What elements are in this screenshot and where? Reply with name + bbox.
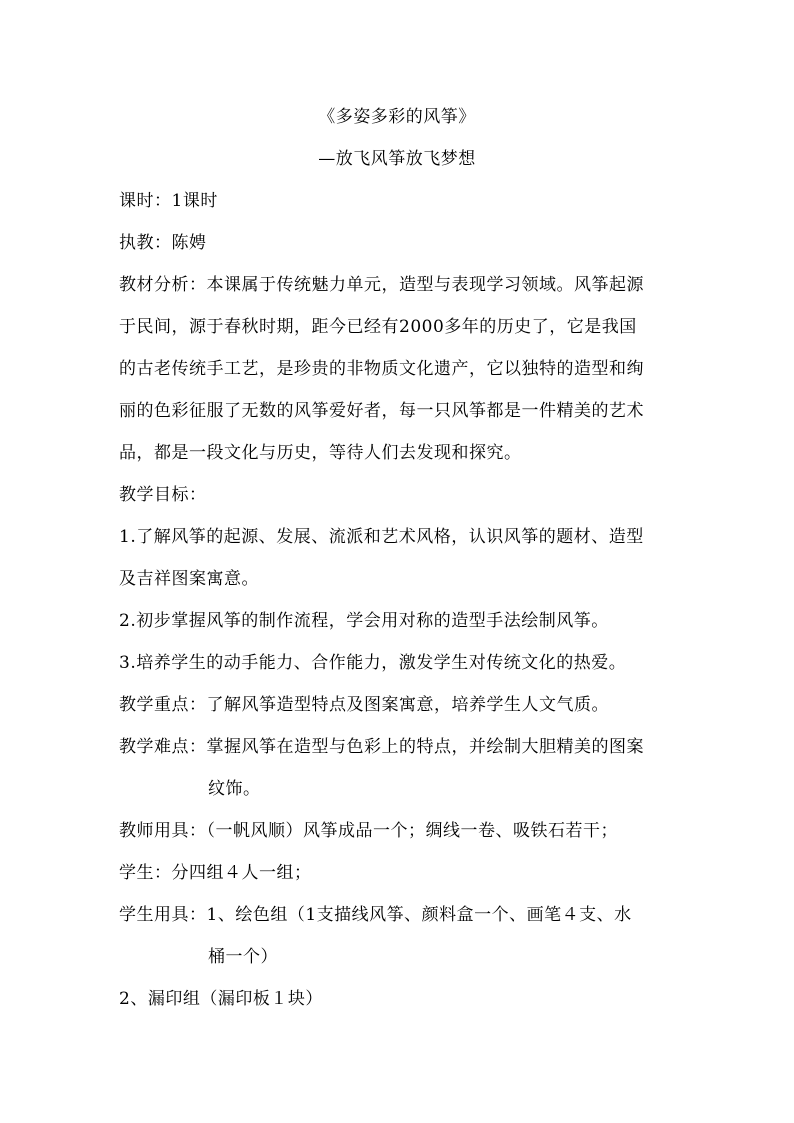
document-title: 《多姿多彩的风筝》 [318, 107, 476, 127]
analysis-line: 品，都是一段文化与历史，等待人们去发现和探究。 [119, 443, 522, 463]
lesson-time: 课时：1课时 [119, 191, 218, 211]
student-tools-line: 学生用具：1、绘色组（1支描线风筝、颜料盒一个、画笔４支、水 [119, 905, 632, 925]
analysis-line: 教材分析：本课属于传统魅力单元，造型与表现学习领域。风筝起源 [119, 275, 644, 295]
teacher-name: 执教：陈娉 [119, 233, 207, 253]
difficulty-line: 教学难点：掌握风筝在造型与色彩上的特点，并绘制大胆精美的图案 [119, 737, 644, 757]
goal-line: 2.初步掌握风筝的制作流程，学会用对称的造型手法绘制风筝。 [119, 611, 609, 631]
students: 学生：分四组４人一组； [119, 863, 312, 883]
student-tools-line: 桶一个） [208, 947, 278, 967]
difficulty-line: 纹饰。 [208, 779, 261, 799]
document-subtitle: —放飞风筝放飞梦想 [318, 149, 476, 169]
analysis-line: 丽的色彩征服了无数的风筝爱好者，每一只风筝都是一件精美的艺术 [119, 401, 644, 421]
goal-line: 3.培养学生的动手能力、合作能力，激发学生对传统文化的热爱。 [119, 653, 627, 673]
key-point: 教学重点：了解风筝造型特点及图案寓意，培养学生人文气质。 [119, 695, 609, 715]
teacher-tools: 教师用具：（一帆风顺）风筝成品一个；绸线一卷、吸铁石若干； [119, 821, 618, 841]
group-2: 2、漏印组（漏印板１块） [119, 989, 323, 1009]
goal-line: 及吉祥图案寓意。 [119, 569, 259, 589]
analysis-line: 的古老传统手工艺，是珍贵的非物质文化遗产，它以独特的造型和绚 [119, 359, 644, 379]
goals-heading: 教学目标： [119, 485, 207, 505]
goal-line: 1.了解风筝的起源、发展、流派和艺术风格，认识风筝的题材、造型 [119, 527, 644, 547]
analysis-line: 于民间，源于春秋时期，距今已经有2000多年的历史了，它是我国 [119, 317, 637, 337]
